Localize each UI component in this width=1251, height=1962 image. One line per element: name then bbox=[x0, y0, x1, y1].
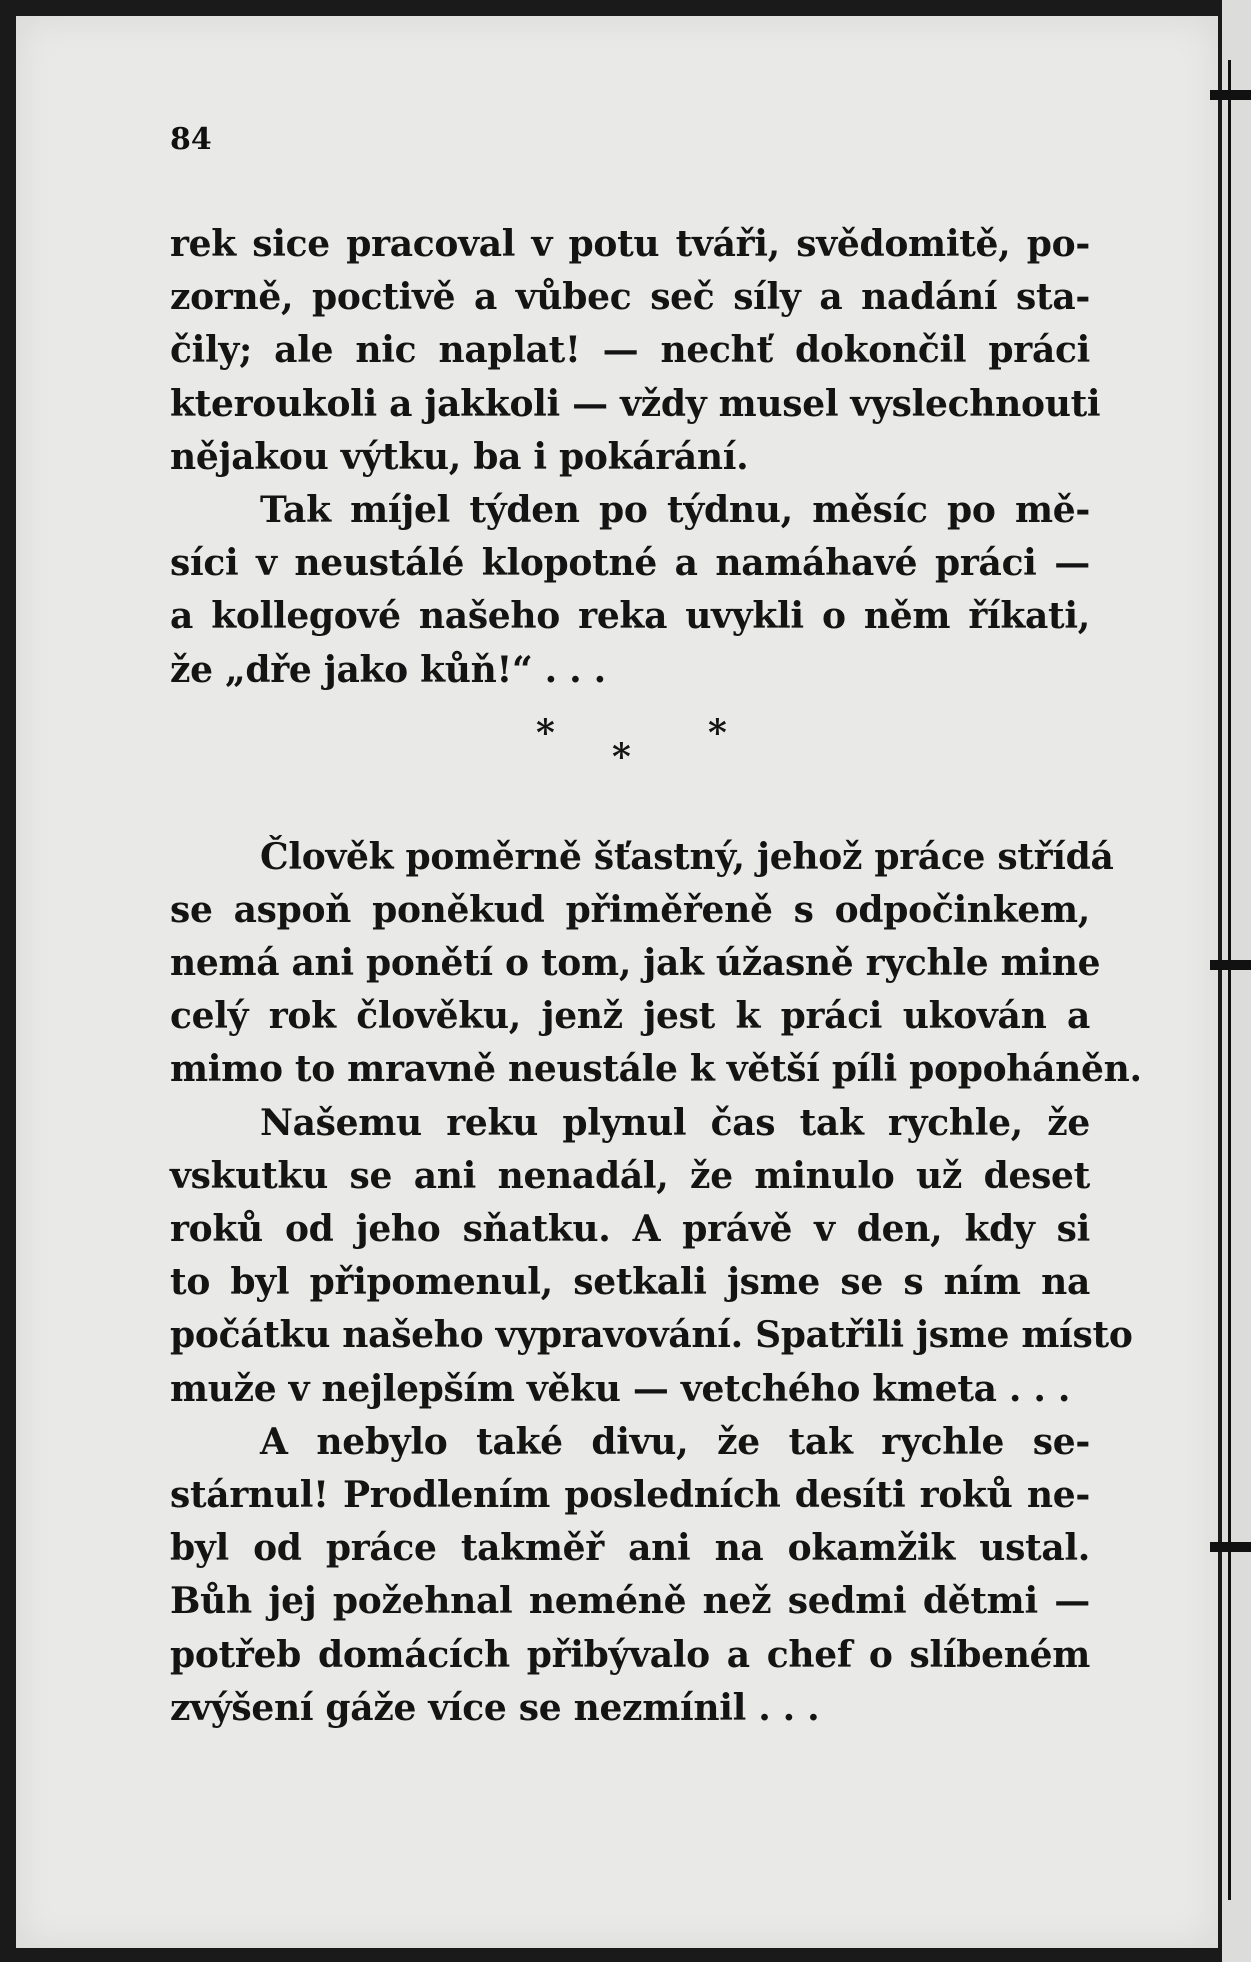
text-line: Bůh jej požehnal neméně než sedmi dětmi — bbox=[170, 1580, 1090, 1623]
text-line: to byl připomenul, setkali jsme se s ním na bbox=[170, 1261, 1090, 1304]
page-edge bbox=[1222, 0, 1251, 1962]
page-text bbox=[170, 218, 1142, 1735]
edge-mark bbox=[1210, 960, 1251, 970]
page-number: 84 bbox=[170, 122, 212, 157]
text-line: a kollegové našeho reka uvykli o něm říkati, bbox=[170, 595, 1090, 638]
text-line: stárnul! Prodlením posledních desíti roků ne- bbox=[170, 1473, 1090, 1516]
asterisk: * bbox=[536, 711, 555, 754]
text-line: byl od práce takměř ani na okamžik ustal. bbox=[170, 1527, 1090, 1570]
paragraph-5 bbox=[170, 1416, 1090, 1735]
text-line: Člověk poměrně šťastný, jehož práce střídá bbox=[260, 835, 1114, 878]
text-line: počátku našeho vypravování. Spatřili jsme místo bbox=[170, 1314, 1133, 1357]
text-line: muže v nejlepším věku — vetchého kmeta . . . bbox=[170, 1367, 1071, 1410]
text-line: vskutku se ani nenadál, že minulo už deset bbox=[170, 1154, 1090, 1197]
paragraph-2 bbox=[170, 484, 1090, 697]
text-line: nemá ani ponětí o tom, jak úžasně rychle mine bbox=[170, 942, 1101, 985]
text-line: roků od jeho sňatku. A právě v den, kdy si bbox=[170, 1208, 1090, 1250]
asterisk: * bbox=[612, 735, 631, 778]
text-line: se aspoň poněkud přiměřeně s odpočinkem, bbox=[170, 888, 1090, 931]
paragraph-3 bbox=[170, 831, 1142, 1097]
text-line: Tak míjel týden po týdnu, měsíc po mě- bbox=[260, 488, 1090, 531]
edge-mark bbox=[1210, 1542, 1251, 1552]
text-line: A nebylo také divu, že tak rychle se- bbox=[260, 1420, 1090, 1463]
text-line: čily; ale nic naplat! — nechť dokončil práci bbox=[170, 329, 1090, 372]
text-line: síci v neustálé klopotné a namáhavé práci — bbox=[170, 542, 1090, 585]
asterisk: * bbox=[708, 711, 727, 754]
text-line: zorně, poctivě a vůbec seč síly a nadání sta- bbox=[170, 276, 1090, 319]
text-line: celý rok člověku, jenž jest k práci ukován a bbox=[170, 995, 1090, 1038]
text-line: zvýšení gáže více se nezmínil . . . bbox=[170, 1686, 820, 1729]
text-line: rek sice pracoval v potu tváři, svědomitě, po- bbox=[170, 223, 1090, 265]
text-line: Našemu reku plynul čas tak rychle, že bbox=[260, 1101, 1090, 1144]
edge-mark bbox=[1210, 90, 1251, 100]
paragraph-4 bbox=[170, 1097, 1133, 1416]
paragraph-1 bbox=[170, 218, 1101, 484]
section-break-asterism bbox=[170, 697, 1090, 831]
text-line: že „dře jako kůň!“ . . . bbox=[170, 648, 606, 691]
text-line: kteroukoli a jakkoli — vždy musel vyslechnouti bbox=[170, 382, 1101, 425]
text-line: potřeb domácích přibývalo a chef o slíbeném bbox=[170, 1633, 1090, 1676]
text-line: nějakou výtku, ba i pokárání. bbox=[170, 435, 749, 478]
text-line: mimo to mravně neustále k větší píli popoháněn. bbox=[170, 1048, 1142, 1091]
